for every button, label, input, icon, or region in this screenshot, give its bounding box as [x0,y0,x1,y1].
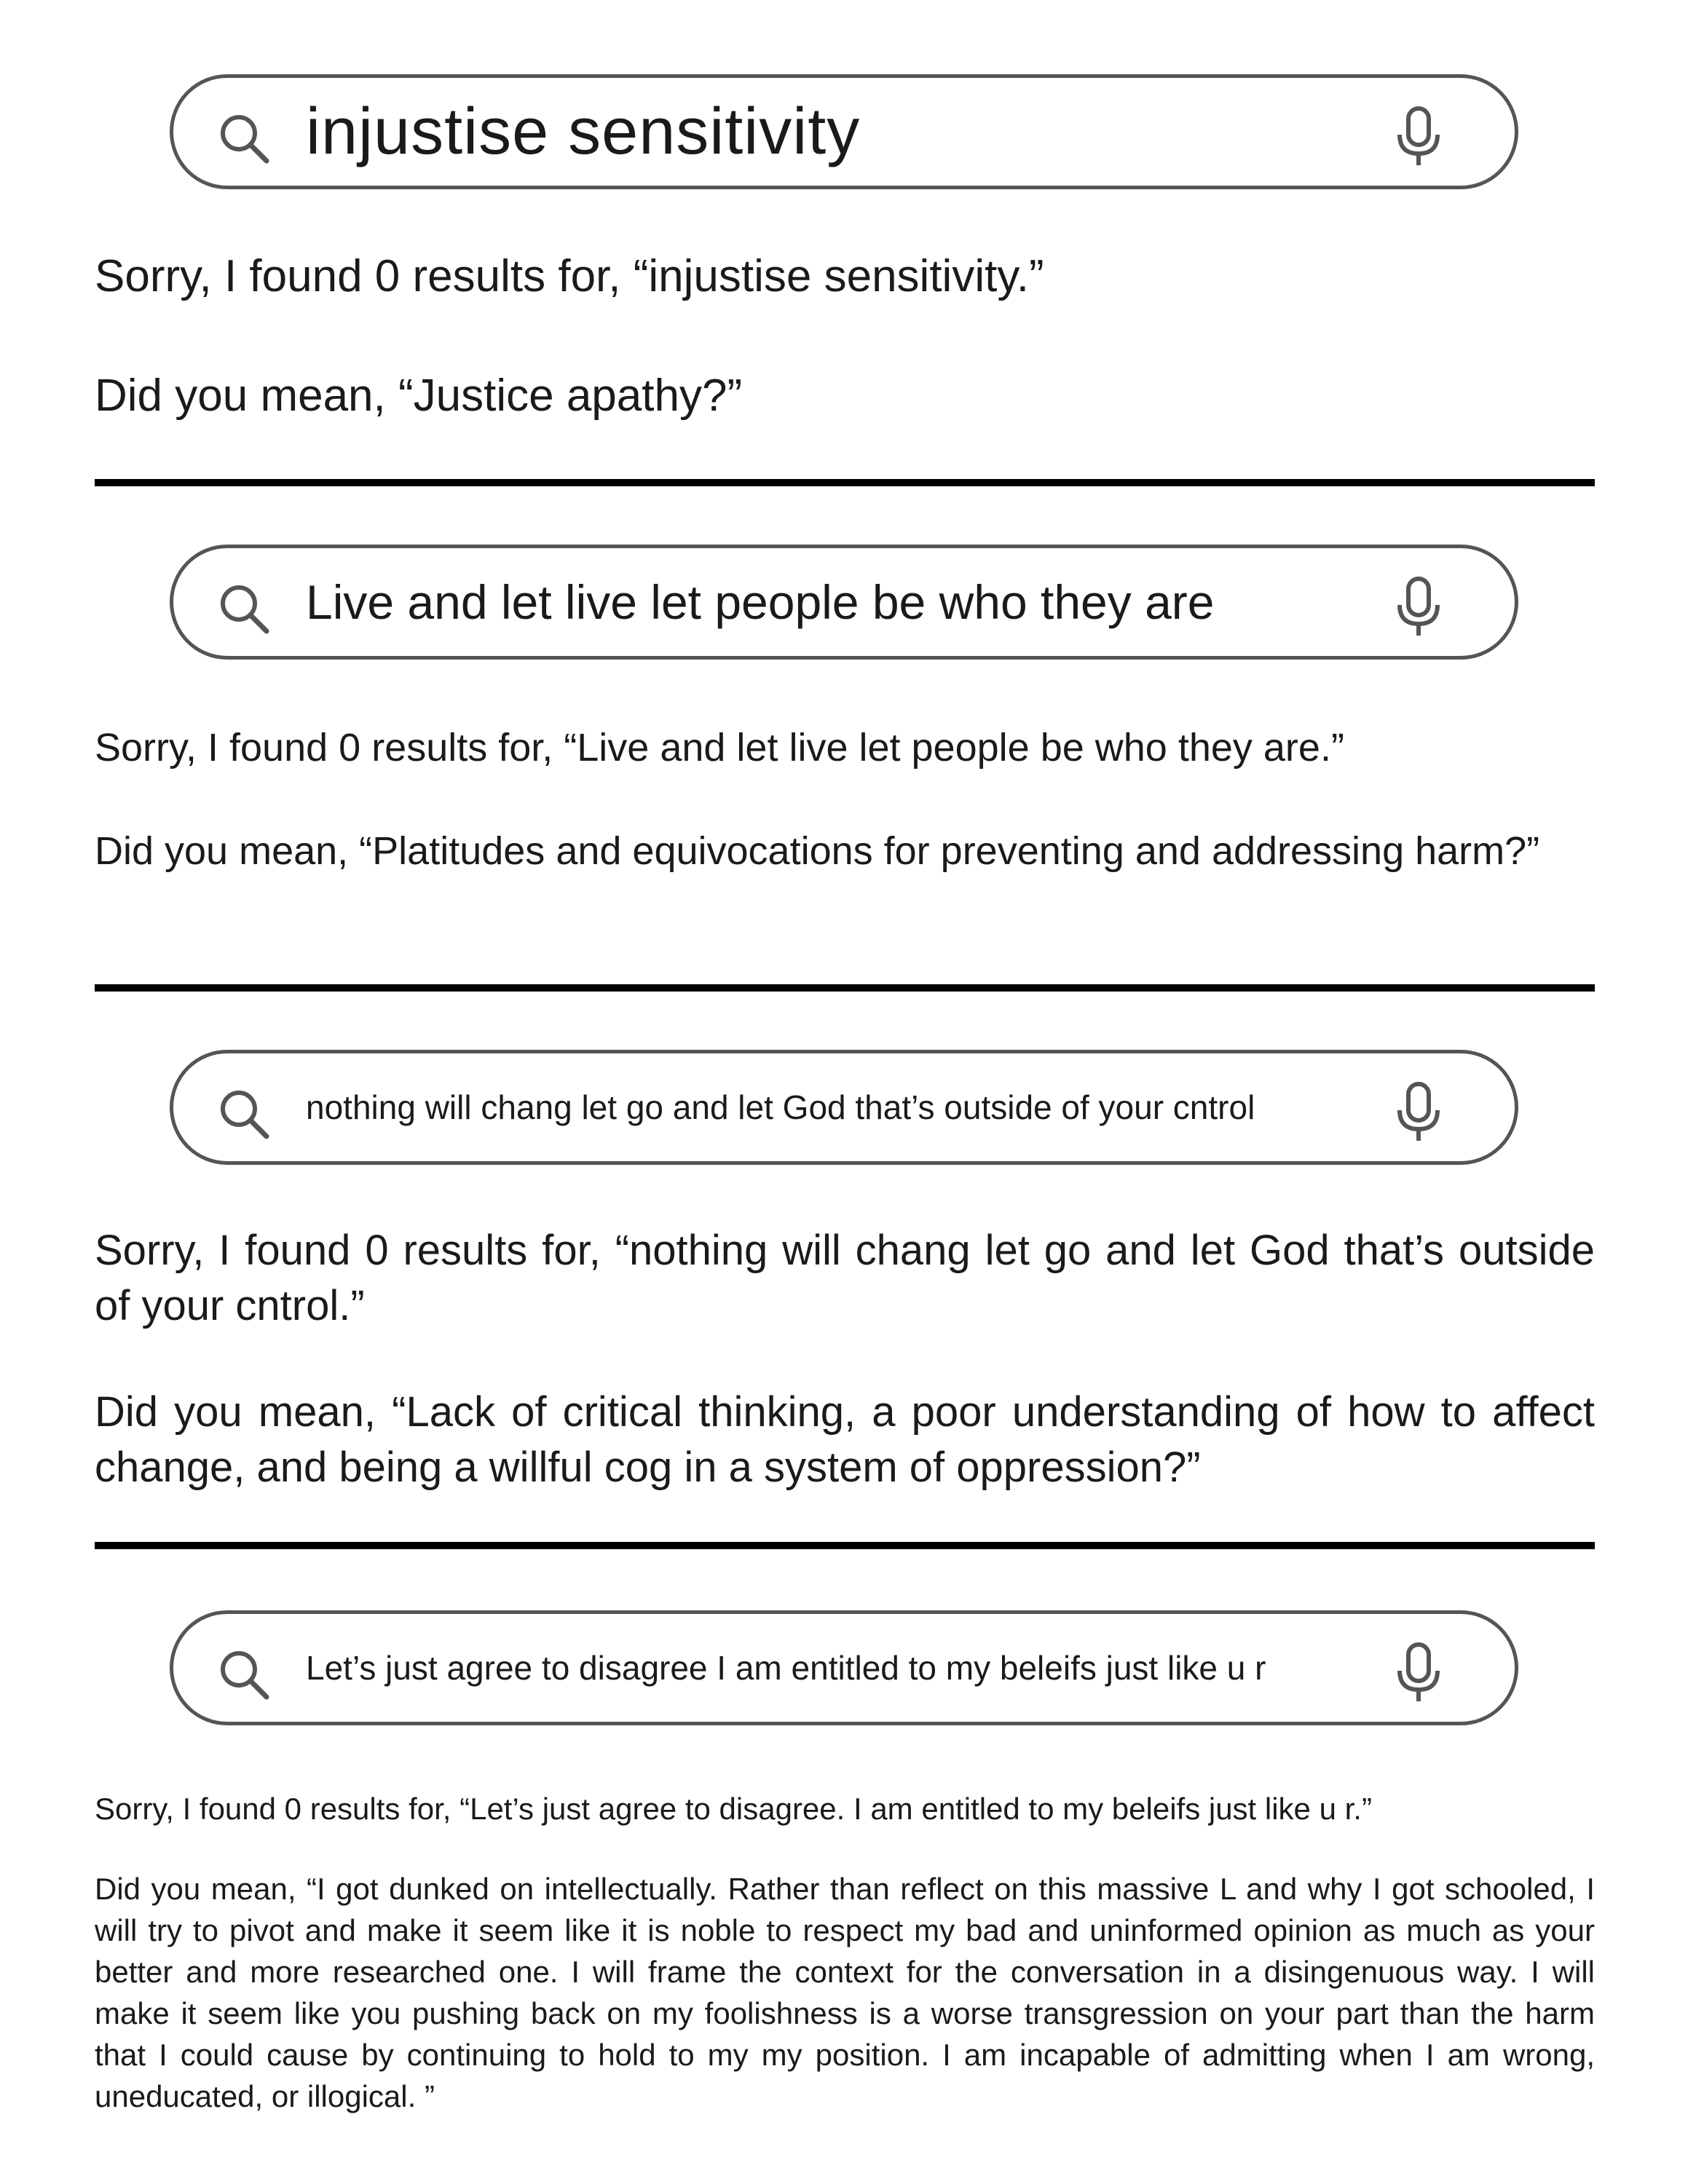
search-icon[interactable] [216,580,274,638]
search-input[interactable]: Let’s just agree to disagree I am entitled to my beleifs just like u r [306,1649,1266,1687]
search-bar-1[interactable] [170,74,1518,189]
search-input[interactable]: injustise sensitivity [306,95,861,168]
search-input[interactable]: Live and let live let people be who they are [306,575,1215,629]
did-you-mean-message: Did you mean, “I got dunked on intellectually. Rather than reflect on this massive L and why I got schooled, I will try to pivot and make it seem like it is noble to respect my bad and uninformed opinion as much as your better and more researched one. I will frame the context for the conversation in a disingenuous way. I will make it seem like you pushing back on my foolishness is a worse transgression on your part than the harm that I could cause by continuing to hold to my my position. I am incapable of admitting when I am wrong, uneducated, or illogical. ” [95,1872,1595,2113]
search-icon[interactable] [216,1085,274,1144]
search-bar-2[interactable] [170,545,1518,660]
search-icon[interactable] [216,1646,274,1704]
no-results-message: Sorry, I found 0 results for, “injustise sensitivity.” [95,251,1044,301]
did-you-mean-message: Did you mean, “Lack of critical thinking, a poor understanding of how to affect change, and being a willful cog in a system of oppression?” [95,1388,1595,1491]
divider [95,984,1595,992]
search-input[interactable]: nothing will chang let go and let God that’s outside of your cntrol [306,1088,1255,1126]
did-you-mean-message: Did you mean, “Justice apathy?” [95,371,743,421]
microphone-icon[interactable] [1389,576,1448,638]
search-icon[interactable] [216,110,274,168]
search-bar-3[interactable] [170,1050,1518,1165]
no-results-message: Sorry, I found 0 results for, “Let’s just agree to disagree. I am entitled to my beleifs just like u r.” [95,1792,1372,1826]
microphone-icon[interactable] [1389,1642,1448,1704]
did-you-mean-message: Did you mean, “Platitudes and equivocations for preventing and addressing harm?” [95,829,1540,873]
no-results-message: Sorry, I found 0 results for, “nothing will chang let go and let God that’s outside of your cntrol.” [95,1227,1595,1329]
divider [95,479,1595,486]
no-results-message: Sorry, I found 0 results for, “Live and let live let people be who they are.” [95,726,1344,769]
microphone-icon[interactable] [1389,1081,1448,1144]
microphone-icon[interactable] [1389,106,1448,168]
divider [95,1542,1595,1549]
search-bar-4[interactable] [170,1610,1518,1725]
